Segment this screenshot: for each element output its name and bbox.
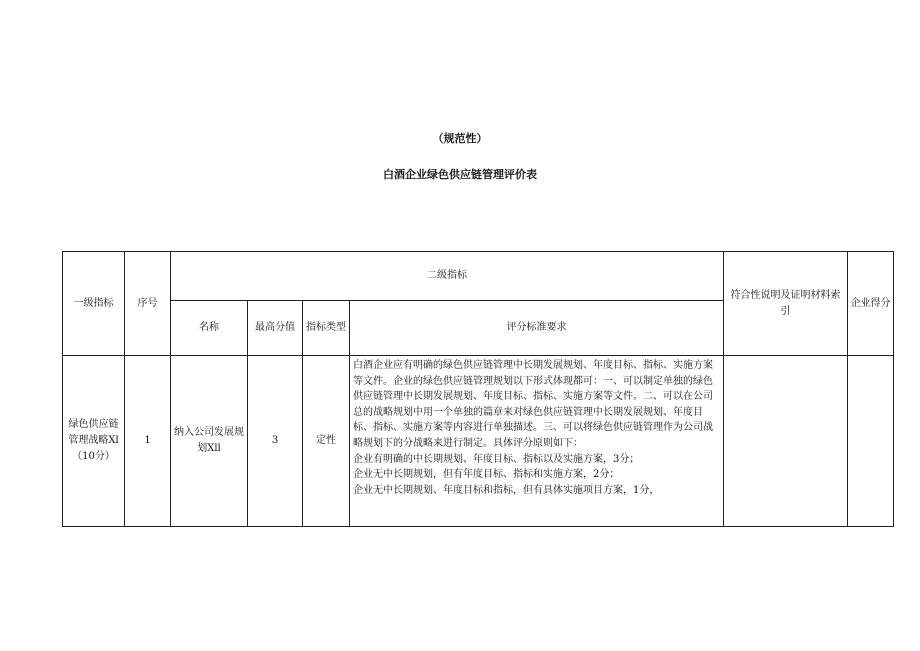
cell-score: [848, 356, 894, 527]
criteria-line: 企业无中长期规划，但有年度目标、指标和实施方案，2分；: [353, 469, 620, 481]
header-criteria: 评分标准要求: [350, 301, 724, 356]
cell-name: 纳入公司发展规划Xll: [171, 356, 248, 527]
header-max-score: 最高分值: [248, 301, 303, 356]
cell-evidence: [724, 356, 848, 527]
header-seq: 序号: [125, 252, 171, 356]
criteria-paragraph: 白酒企业应有明确的绿色供应链管理中长期发展规划、年度目标、指标、实施方案等文件。企业的绿色供应链管理规划以下形式体现都可：一、可以制定单独的绿色供应链管理中长期发展规划、年度目标、指标、实施方案等文件。二、可以在公司总的战略规划中用一个单独的篇章来对绿色供应链管理中长期发展规划、年度目标、指标、实施方案等内容进行单独描述。三、可以将绿色供应链管理作为公司战略规划下的分战略来进行制定。具体评分原则如下：: [353, 360, 713, 449]
criteria-line: 企业无中长期规划、年度目标和指标，但有具体实施项目方案，1分，: [353, 484, 660, 496]
header-evidence: 符合性说明及证明材料索引: [724, 252, 848, 356]
document-subtitle: （规范性）: [432, 132, 488, 145]
cell-criteria: [350, 356, 724, 527]
criteria-line: 企业有明确的中长期规划、年度目标、指标以及实施方案，3分；: [353, 453, 640, 465]
evaluation-table: [62, 251, 894, 527]
header-level1: 一级指标: [63, 252, 125, 356]
cell-max-score: 3: [248, 356, 303, 527]
header-type: 指标类型: [303, 301, 350, 356]
header-row-top: [63, 252, 894, 301]
table-row: [63, 356, 894, 527]
header-score: 企业得分: [848, 252, 894, 356]
cell-type: 定性: [303, 356, 350, 527]
document-title: 白酒企业绿色供应链管理评价表: [383, 168, 537, 181]
header-name: 名称: [171, 301, 248, 356]
cell-seq: 1: [125, 356, 171, 527]
cell-level1: 绿色供应链管理战略Xl（10分）: [63, 356, 125, 527]
header-level2: 二级指标: [171, 252, 724, 301]
